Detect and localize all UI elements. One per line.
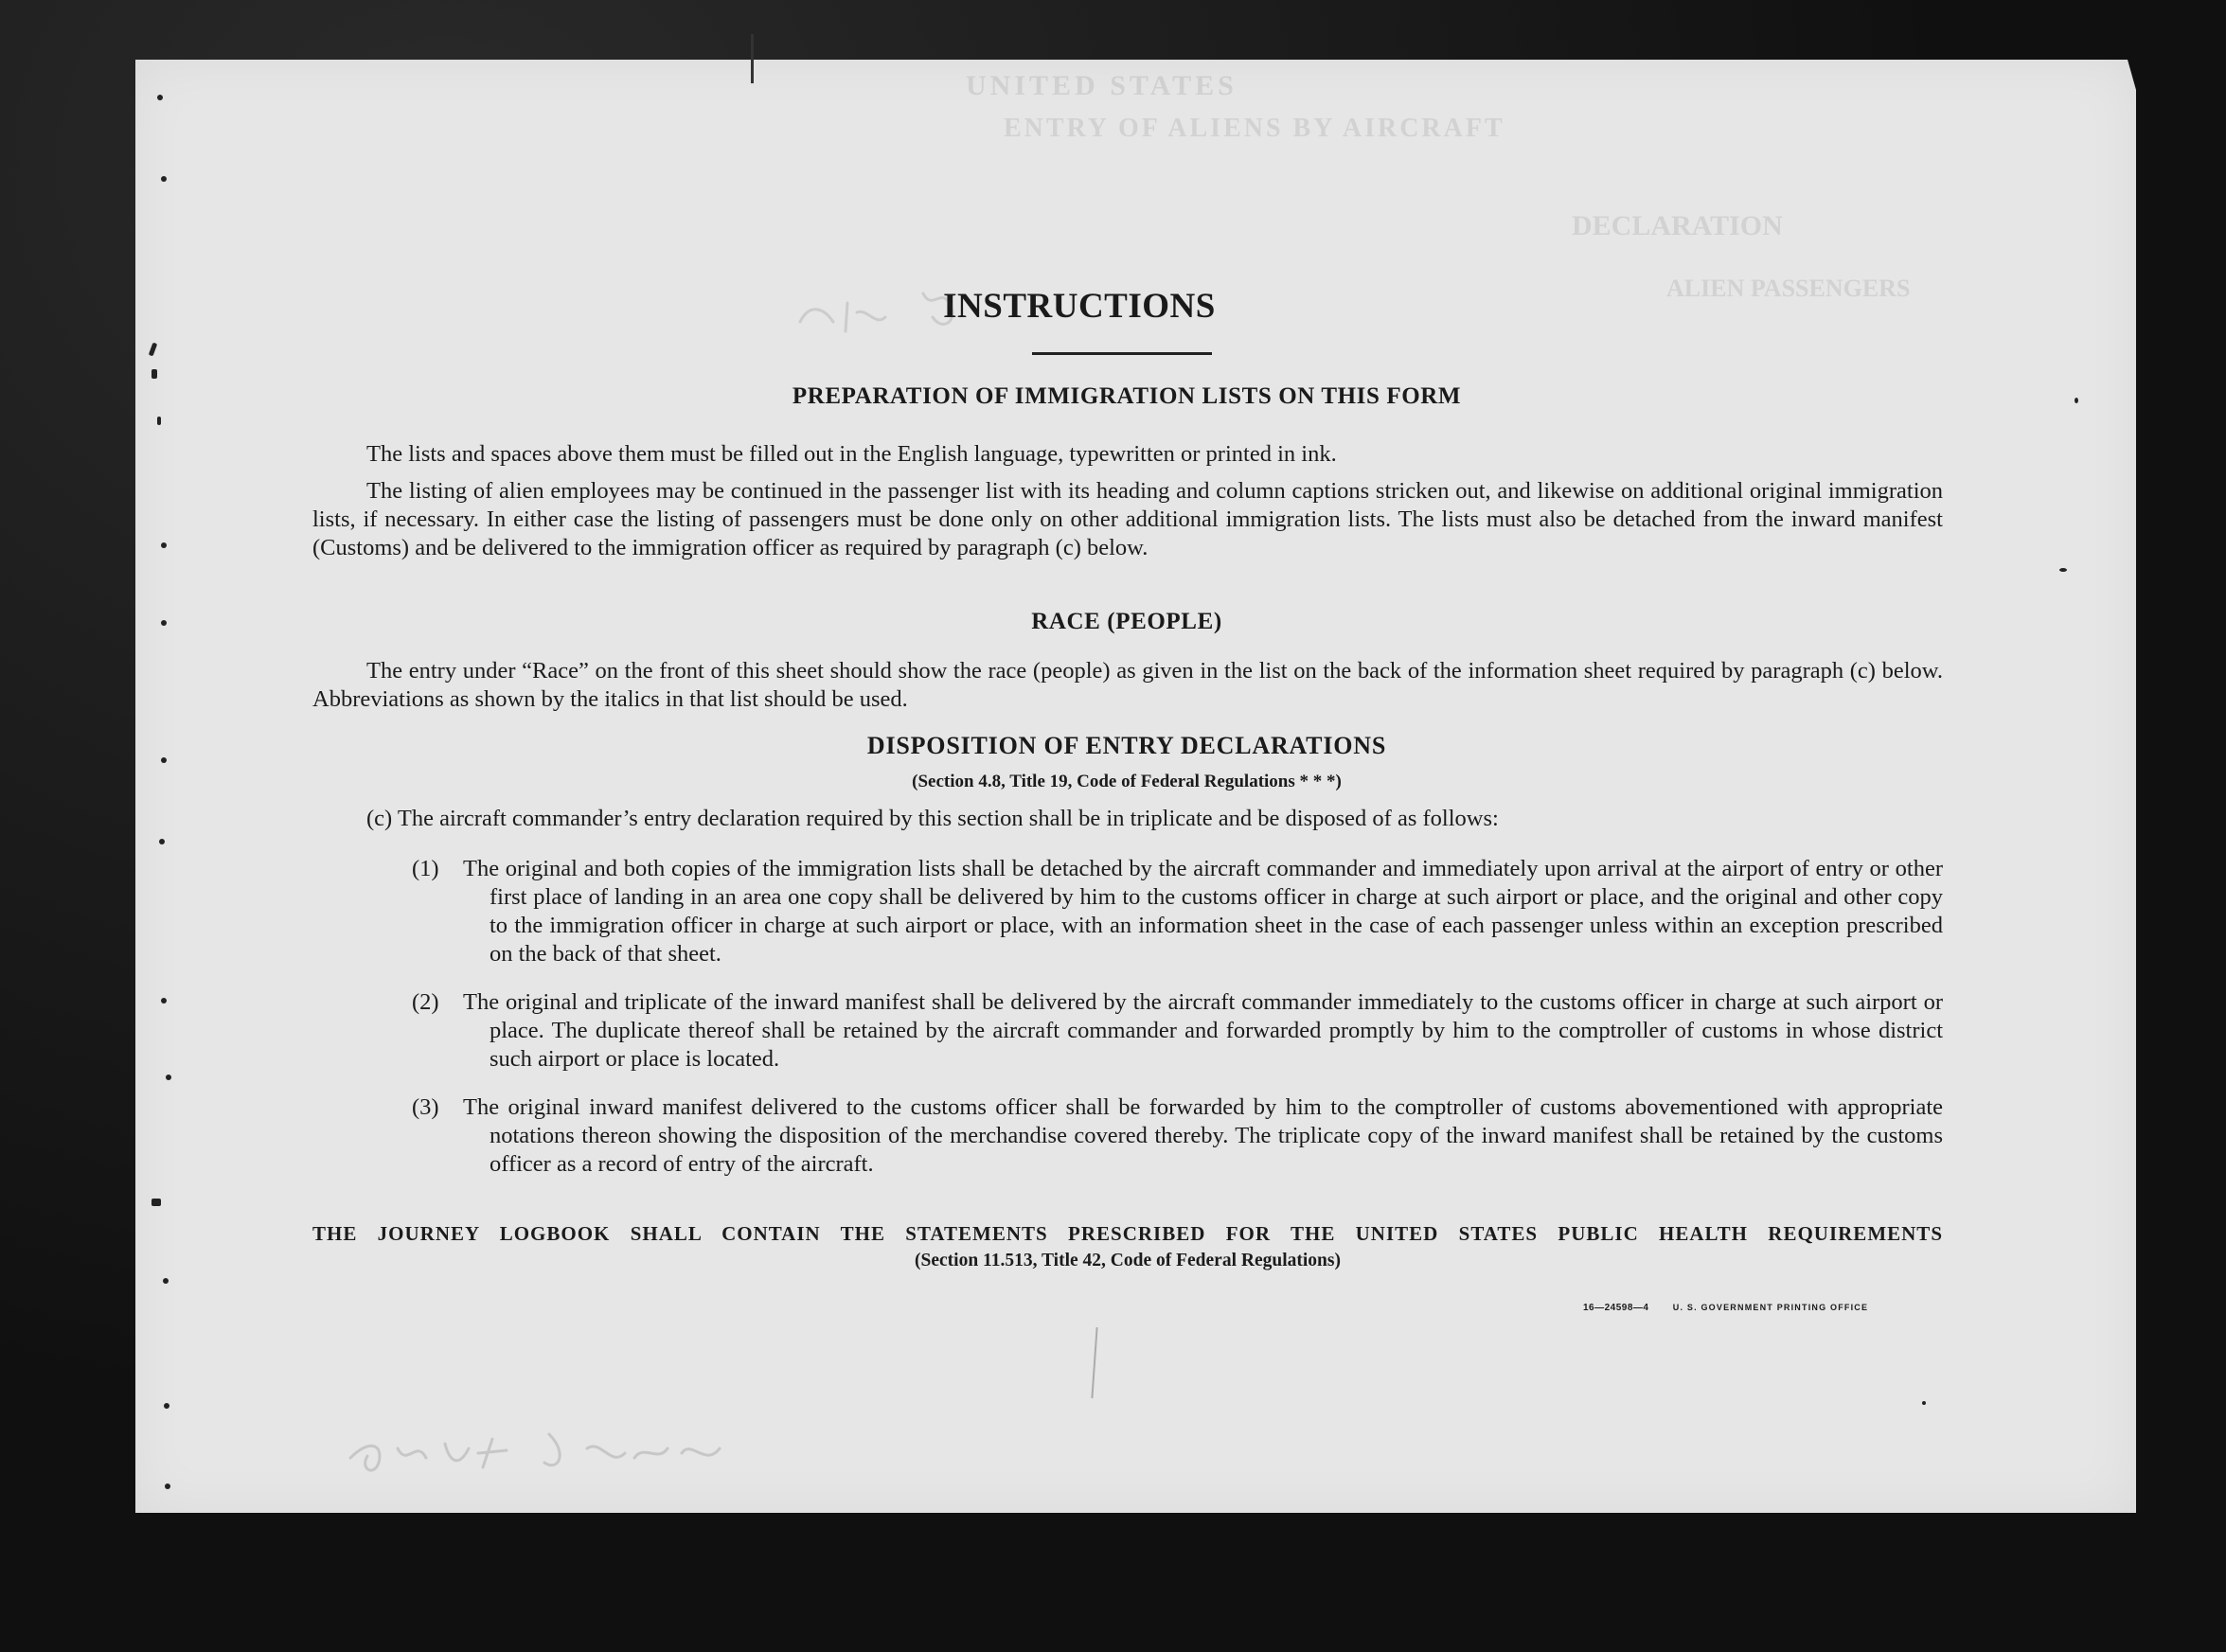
printer-imprint bbox=[1583, 1303, 1868, 1313]
show-through-text: ENTRY OF ALIENS BY AIRCRAFT bbox=[1004, 114, 1505, 143]
disposition-intro: (c) The aircraft commander’s entry declaration required by this section shall be in triplicate and be disposed of as follows: bbox=[366, 806, 1499, 831]
title-underline bbox=[1032, 352, 1212, 355]
item-text: The original and triplicate of the inward manifest shall be delivered by the aircraft commander immediately to the customs officer in charge at such airport or place. The duplicate thereof shall be retained by the aircraft commander and forwarded promptly by him to the comptroller of customs in whose district such airport or place is located. bbox=[463, 989, 1943, 1072]
stray-pen-mark bbox=[1091, 1327, 1097, 1398]
item-number: (2) bbox=[412, 989, 439, 1015]
printer-name: U. S. GOVERNMENT PRINTING OFFICE bbox=[1672, 1303, 1869, 1312]
section-heading-disposition: DISPOSITION OF ENTRY DECLARATIONS bbox=[866, 732, 1387, 759]
handwritten-show-through bbox=[341, 1411, 739, 1486]
preparation-paragraph-1: The lists and spaces above them must be filled out in the English language, typewritten or printed in ink. bbox=[366, 441, 1337, 467]
item-text: The original and both copies of the immigration lists shall be detached by the aircraft commander and immediately upon arrival at the airport of entry or other first place of landing in an area one copy shall be delivered by him to the customs officer in charge at such airport or place, and the original and other copy to the immigration officer in charge at such airport or place, with an information sheet in the case of each passenger unless within an exception prescribed on the back of that sheet. bbox=[463, 856, 1943, 967]
item-number: (1) bbox=[412, 856, 439, 881]
race-paragraph: The entry under “Race” on the front of this sheet should show the race (people) as given in the list on the back of the information sheet required by paragraph (c) below. Abbreviations as shown by the italics in that list should be used. bbox=[312, 658, 1943, 712]
health-requirements-heading: THE JOURNEY LOGBOOK SHALL CONTAIN THE STATEMENTS PRESCRIBED FOR THE UNITED STATES PUBLIC HEALTH REQUIREMENTS bbox=[312, 1222, 1943, 1245]
show-through-text: ALIEN PASSENGERS bbox=[1666, 275, 1911, 302]
health-requirements-citation: (Section 11.513, Title 42, Code of Federal Regulations) bbox=[915, 1251, 1341, 1270]
disposition-item bbox=[412, 855, 1943, 968]
disposition-item bbox=[412, 988, 1943, 1074]
handwritten-show-through bbox=[791, 275, 980, 350]
disposition-item bbox=[412, 1093, 1943, 1179]
section-heading-race: RACE (PEOPLE) bbox=[1031, 609, 1222, 634]
section-heading-preparation: PREPARATION OF IMMIGRATION LISTS ON THIS FORM bbox=[792, 383, 1462, 409]
show-through-text: UNITED STATES bbox=[966, 70, 1238, 101]
disposition-citation: (Section 4.8, Title 19, Code of Federal Regulations * * *) bbox=[912, 772, 1342, 791]
page-title: INSTRUCTIONS bbox=[943, 287, 1216, 326]
preparation-paragraph-2: The listing of alien employees may be continued in the passenger list with its heading and column captions stricken out, and likewise on additional original immigration lists, if necessary. In either case the listing of passengers must be done only on other additional immigration lists. The lists must also be detached from the inward manifest (Customs) and be delivered to the immigration officer as required by paragraph (c) below. bbox=[312, 478, 1943, 560]
item-number: (3) bbox=[412, 1094, 439, 1120]
show-through-text: DECLARATION bbox=[1572, 210, 1783, 241]
item-text: The original inward manifest delivered to the customs officer shall be forwarded by him to the comptroller of customs abovementioned with appropriate notations thereon showing the disposition of the merchandise covered thereby. The triplicate copy of the inward manifest shall be retained by the customs officer as a record of entry of the aircraft. bbox=[463, 1094, 1943, 1177]
form-print-code: 16—24598—4 bbox=[1583, 1303, 1649, 1313]
